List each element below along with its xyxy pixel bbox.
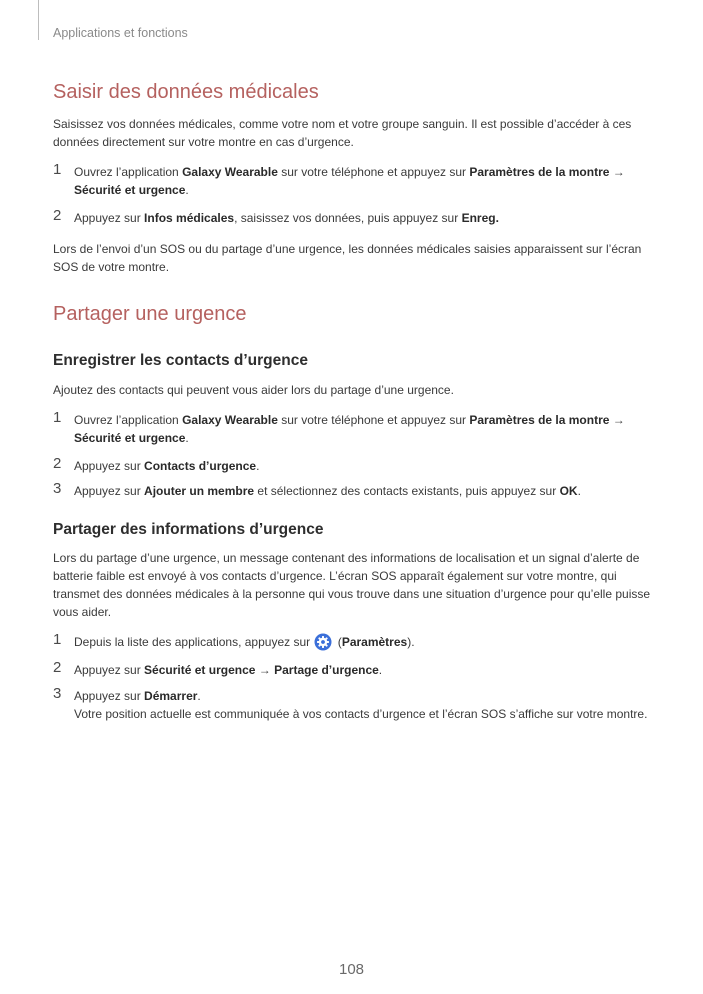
share-step-3: 3 Appuyez sur Démarrer. Votre position actuelle est communiquée à vos contacts d’urgence et l’écran SOS s’affiche sur votre montre. [53, 685, 648, 721]
share-step-2: 2 Appuyez sur Sécurité et urgence → Partage d’urgence. [53, 659, 383, 677]
contacts-intro: Ajoutez des contacts qui peuvent vous aider lors du partage d’une urgence. [53, 383, 454, 397]
contacts-step-3: 3 Appuyez sur Ajouter un membre et sélectionnez des contacts existants, puis appuyez sur OK. [53, 480, 581, 498]
step-number: 1 [53, 161, 62, 178]
page-number: 108 [338, 961, 365, 978]
medical-step-1: 1 Ouvrez l’application Galaxy Wearable sur votre téléphone et appuyez sur Paramètres de la montre → Sécurité et urgence. [53, 161, 625, 197]
step-number: 1 [53, 409, 62, 426]
contacts-step-2: 2 Appuyez sur Contacts d’urgence. [53, 455, 260, 473]
step-number: 2 [53, 659, 62, 676]
medical-intro: Saisissez vos données médicales, comme votre nom et votre groupe sanguin. Il est possible d’accéder à ces données directement sur votre montre en cas d’urgence. [53, 117, 632, 149]
medical-step-2: 2 Appuyez sur Infos médicales, saisissez vos données, puis appuyez sur Enreg. [53, 207, 499, 225]
subsection-title-share-info: Partager des informations d’urgence [53, 521, 324, 538]
step-detail: Votre position actuelle est communiquée à vos contacts d’urgence et l’écran SOS s’affiche sur votre montre. [74, 707, 648, 721]
section-title-emergency: Partager une urgence [53, 303, 247, 325]
medical-note: Lors de l’envoi d’un SOS ou du partage d’une urgence, les données médicales saisies apparaissent sur l’écran SOS de votre montre. [53, 242, 642, 274]
step-number: 3 [53, 480, 62, 497]
section-title-medical: Saisir des données médicales [53, 81, 319, 103]
share-step-1: 1 Depuis la liste des applications, appuyez sur (Paramètres). [53, 631, 415, 649]
subsection-title-contacts: Enregistrer les contacts d’urgence [53, 352, 308, 369]
step-number: 3 [53, 685, 62, 702]
step-number: 1 [53, 631, 62, 648]
app-name: Galaxy Wearable [182, 165, 278, 179]
contacts-step-1: 1 Ouvrez l’application Galaxy Wearable sur votre téléphone et appuyez sur Paramètres de la montre → Sécurité et urgence. [53, 409, 625, 445]
running-header: Applications et fonctions [53, 26, 188, 40]
share-info-intro: Lors du partage d’une urgence, un message contenant des informations de localisation et un signal d’alerte de batterie faible est envoyé à vos contacts d’urgence. L’écran SOS apparaît également sur votre montre, qui transmet des données médicales à la personne qui vous trouve dans une situation d’urgence pour qu’elle puisse vous aider. [53, 551, 651, 619]
step-number: 2 [53, 455, 62, 472]
settings-gear-icon [314, 633, 332, 651]
step-number: 2 [53, 207, 62, 224]
margin-rule [38, 0, 39, 40]
